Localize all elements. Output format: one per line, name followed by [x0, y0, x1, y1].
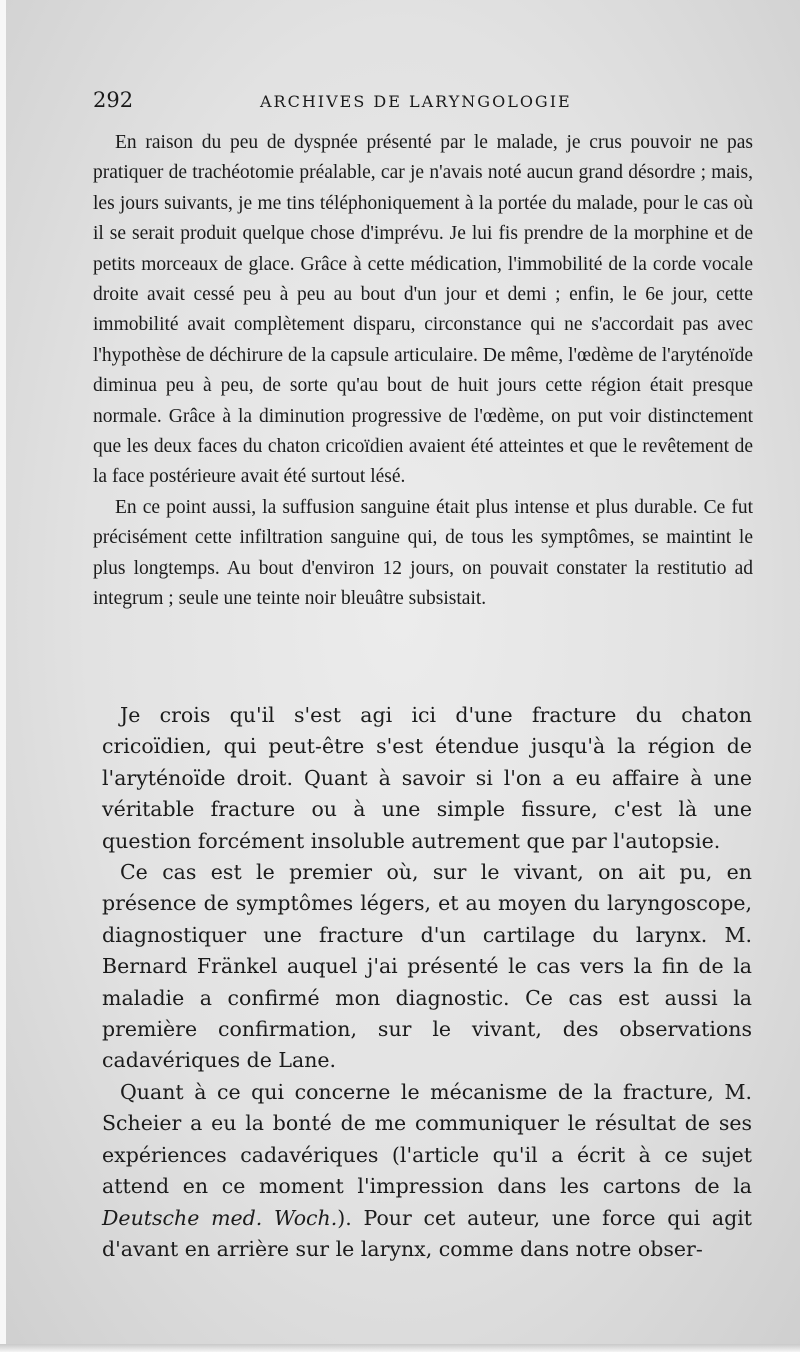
main-text-section: [102, 700, 752, 1265]
small-paragraph-1: En raison du peu de dyspnée présenté par le malade, je crus pouvoir ne pas pratiquer de trachéotomie préalable, car je n'avais noté aucun grand désordre ; mais, les jours suivants, je me tins téléphoniquement à la portée du malade, pour le cas où il se serait produit quelque chose d'imprévu. Je lui fis prendre de la morphine et de petits morceaux de glace. Grâce à cette médication, l'immobilité de la corde vocale droite avait cessé peu à peu au bout d'un jour et demi ; enfin, le 6e jour, cette immobilité avait complètement disparu, circonstance qui ne s'accordait pas avec l'hypothèse de déchirure de la capsule articulaire. De même, l'œdème de l'aryténoïde diminua peu à peu, de sorte qu'au bout de huit jours cette région était presque normale. Grâce à la diminution progressive de l'œdème, on put voir distinctement que les deux faces du chaton cricoïdien avaient été atteintes et que le revêtement de la face postérieure avait été surtout lésé.: [93, 132, 753, 488]
main-paragraph-1: Je crois qu'il s'est agi ici d'une fracture du chaton cricoïdien, qui peut-être s'est étendue jusqu'à la région de l'aryténoïde droit. Quant à savoir si l'on a eu affaire à une véritable fracture ou à une simple fissure, c'est là une question forcément insoluble autrement que par l'autopsie.: [102, 703, 752, 853]
main-paragraph-3: [102, 1077, 752, 1265]
page-bottom-edge: [0, 1344, 800, 1352]
small-paragraph-2: En ce point aussi, la suffusion sanguine était plus intense et plus durable. Ce fut précisément cette infiltration sanguine qui, de tous les symptômes, se maintint le plus longtemps. Au bout d'environ 12 jours, on pouvait constater la restitutio ad integrum ; seule une teinte noir bleuâtre subsistait.: [93, 496, 753, 610]
running-title: ARCHIVES DE LARYNGOLOGIE: [260, 92, 572, 111]
page-left-edge: [0, 0, 6, 1352]
running-head: [93, 88, 753, 118]
journal-title: Deutsche med. Woch.: [102, 1205, 338, 1230]
main-paragraph-2: Ce cas est le premier où, sur le vivant, on ait pu, en présence de symptômes légers, et au moyen du laryngoscope, diagnostiquer une fracture d'un cartilage du larynx. M. Bernard Fränkel auquel j'ai présenté le cas vers la fin de la maladie a confirmé mon diagnostic. Ce cas est aussi la première confirmation, sur le vivant, des observations cadavériques de Lane.: [102, 860, 752, 1073]
paragraph-text-start: Quant à ce qui concerne le mécanisme de la fracture, M. Scheier a eu la bonté de me communiquer le résultat de ses expériences cadavériques (l'article qu'il a écrit à ce sujet attend en ce moment l'impression dans les cartons de la: [102, 1079, 752, 1199]
page-number: 292: [93, 88, 134, 112]
paragraph-text-end: ). Pour cet auteur, une force qui agit d'avant en arrière sur le larynx, comme dans notre obser-: [102, 1205, 753, 1261]
small-print-section: [93, 128, 753, 615]
